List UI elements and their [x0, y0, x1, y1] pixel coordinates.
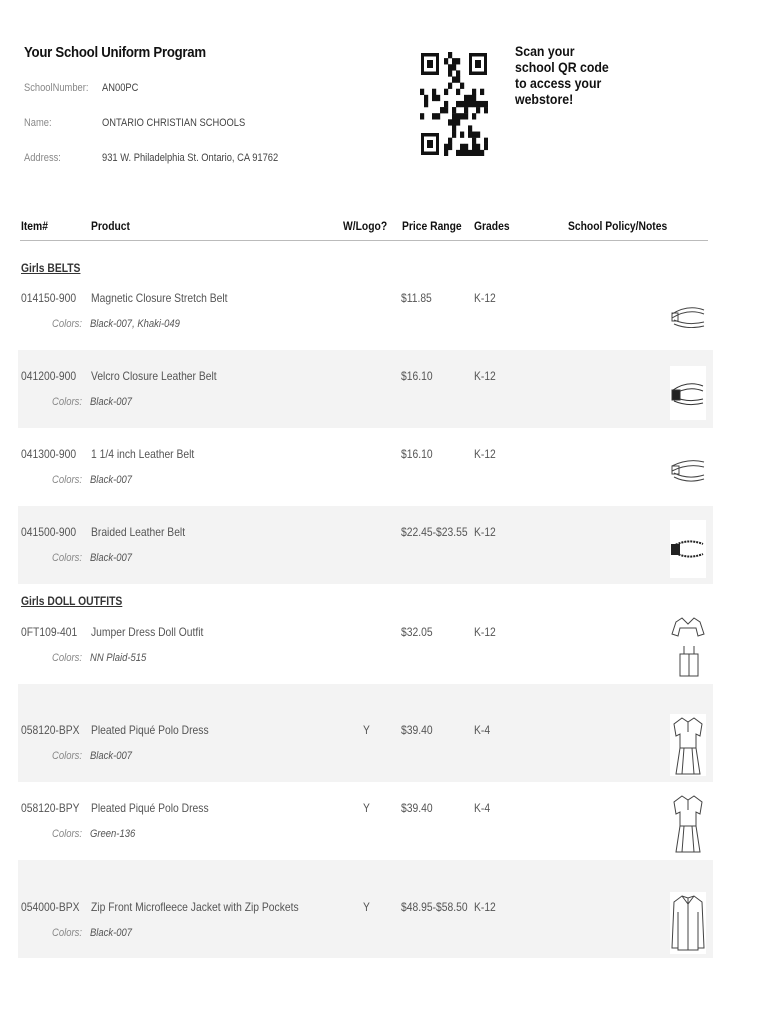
column-header-logo: W/Logo? [343, 219, 388, 233]
grades: K-12 [474, 625, 496, 639]
colors-label: Colors: [52, 396, 82, 408]
item-number: 041500-900 [21, 525, 77, 539]
grades: K-12 [474, 447, 496, 461]
category-girls-belts: Girls BELTS [21, 261, 81, 275]
item-number: 054000-BPX [21, 900, 80, 914]
table-row[interactable] [18, 782, 713, 860]
product-name[interactable]: Magnetic Closure Stretch Belt [91, 291, 228, 305]
item-number: 0FT109-401 [21, 625, 78, 639]
column-header-price: Price Range [402, 219, 462, 233]
price-range: $48.95-$58.50 [401, 900, 468, 914]
belt-icon [670, 366, 706, 420]
address-value: 931 W. Philadelphia St. Ontario, CA 91762 [102, 152, 279, 164]
school-number-value: AN00PC [102, 82, 139, 94]
header-divider [20, 240, 708, 241]
grades: K-12 [474, 525, 496, 539]
colors-label: Colors: [52, 828, 82, 840]
table-row[interactable] [18, 506, 713, 584]
product-name[interactable]: Pleated Piqué Polo Dress [91, 723, 209, 737]
belt-icon [670, 456, 706, 482]
item-number: 058120-BPX [21, 723, 80, 737]
with-logo: Y [363, 801, 370, 815]
colors-label: Colors: [52, 552, 82, 564]
school-number-label: SchoolNumber: [24, 82, 89, 94]
table-row[interactable] [18, 282, 713, 350]
colors-value: Black-007 [90, 474, 133, 486]
colors-value: Green-136 [90, 828, 136, 840]
price-range: $16.10 [401, 447, 433, 461]
category-girls-doll-outfits: Girls DOLL OUTFITS [21, 594, 123, 608]
dress-icon [670, 714, 706, 776]
table-row[interactable] [18, 428, 713, 506]
colors-label: Colors: [52, 927, 82, 939]
page-title: Your School Uniform Program [24, 44, 206, 61]
column-header-product: Product [91, 219, 130, 233]
item-number: 041300-900 [21, 447, 77, 461]
colors-value: Black-007 [90, 927, 133, 939]
with-logo: Y [363, 723, 370, 737]
qr-code-icon[interactable] [420, 52, 488, 156]
belt-icon [670, 302, 706, 328]
product-name[interactable]: Braided Leather Belt [91, 525, 186, 539]
colors-value: Black-007 [90, 396, 133, 408]
item-number: 014150-900 [21, 291, 77, 305]
colors-value: NN Plaid-515 [90, 652, 147, 664]
price-range: $32.05 [401, 625, 433, 639]
grades: K-12 [474, 291, 496, 305]
colors-value: Black-007, Khaki-049 [90, 318, 180, 330]
item-number: 041200-900 [21, 369, 77, 383]
colors-value: Black-007 [90, 750, 133, 762]
price-range: $16.10 [401, 369, 433, 383]
address-label: Address: [24, 152, 61, 164]
colors-value: Black-007 [90, 552, 133, 564]
column-header-item: Item# [21, 219, 48, 233]
price-range: $11.85 [401, 291, 432, 305]
grades: K-12 [474, 369, 496, 383]
table-row[interactable] [18, 684, 713, 782]
product-name[interactable]: Jumper Dress Doll Outfit [91, 625, 204, 639]
jacket-icon [670, 892, 706, 954]
column-header-grades: Grades [474, 219, 510, 233]
with-logo: Y [363, 900, 370, 914]
grades: K-4 [474, 801, 491, 815]
product-name[interactable]: Pleated Piqué Polo Dress [91, 801, 209, 815]
table-row[interactable] [18, 350, 713, 428]
product-name[interactable]: Zip Front Microfleece Jacket with Zip Pockets [91, 900, 299, 914]
column-header-notes: School Policy/Notes [568, 219, 668, 233]
dress-icon [670, 792, 706, 854]
doll-outfit-icon [670, 616, 706, 678]
table-row[interactable] [18, 614, 713, 684]
braided-belt-icon [670, 520, 706, 578]
school-name-value: ONTARIO CHRISTIAN SCHOOLS [102, 117, 246, 129]
price-range: $39.40 [401, 801, 433, 815]
colors-label: Colors: [52, 318, 82, 330]
qr-instructions: Scan your school QR code to access your webstore! [515, 43, 609, 107]
item-number: 058120-BPY [21, 801, 80, 815]
name-label: Name: [24, 117, 52, 129]
colors-label: Colors: [52, 750, 82, 762]
colors-label: Colors: [52, 474, 82, 486]
price-range: $39.40 [401, 723, 433, 737]
price-range: $22.45-$23.55 [401, 525, 468, 539]
product-name[interactable]: 1 1/4 inch Leather Belt [91, 447, 195, 461]
grades: K-12 [474, 900, 496, 914]
table-row[interactable] [18, 860, 713, 958]
grades: K-4 [474, 723, 491, 737]
colors-label: Colors: [52, 652, 82, 664]
product-name[interactable]: Velcro Closure Leather Belt [91, 369, 217, 383]
